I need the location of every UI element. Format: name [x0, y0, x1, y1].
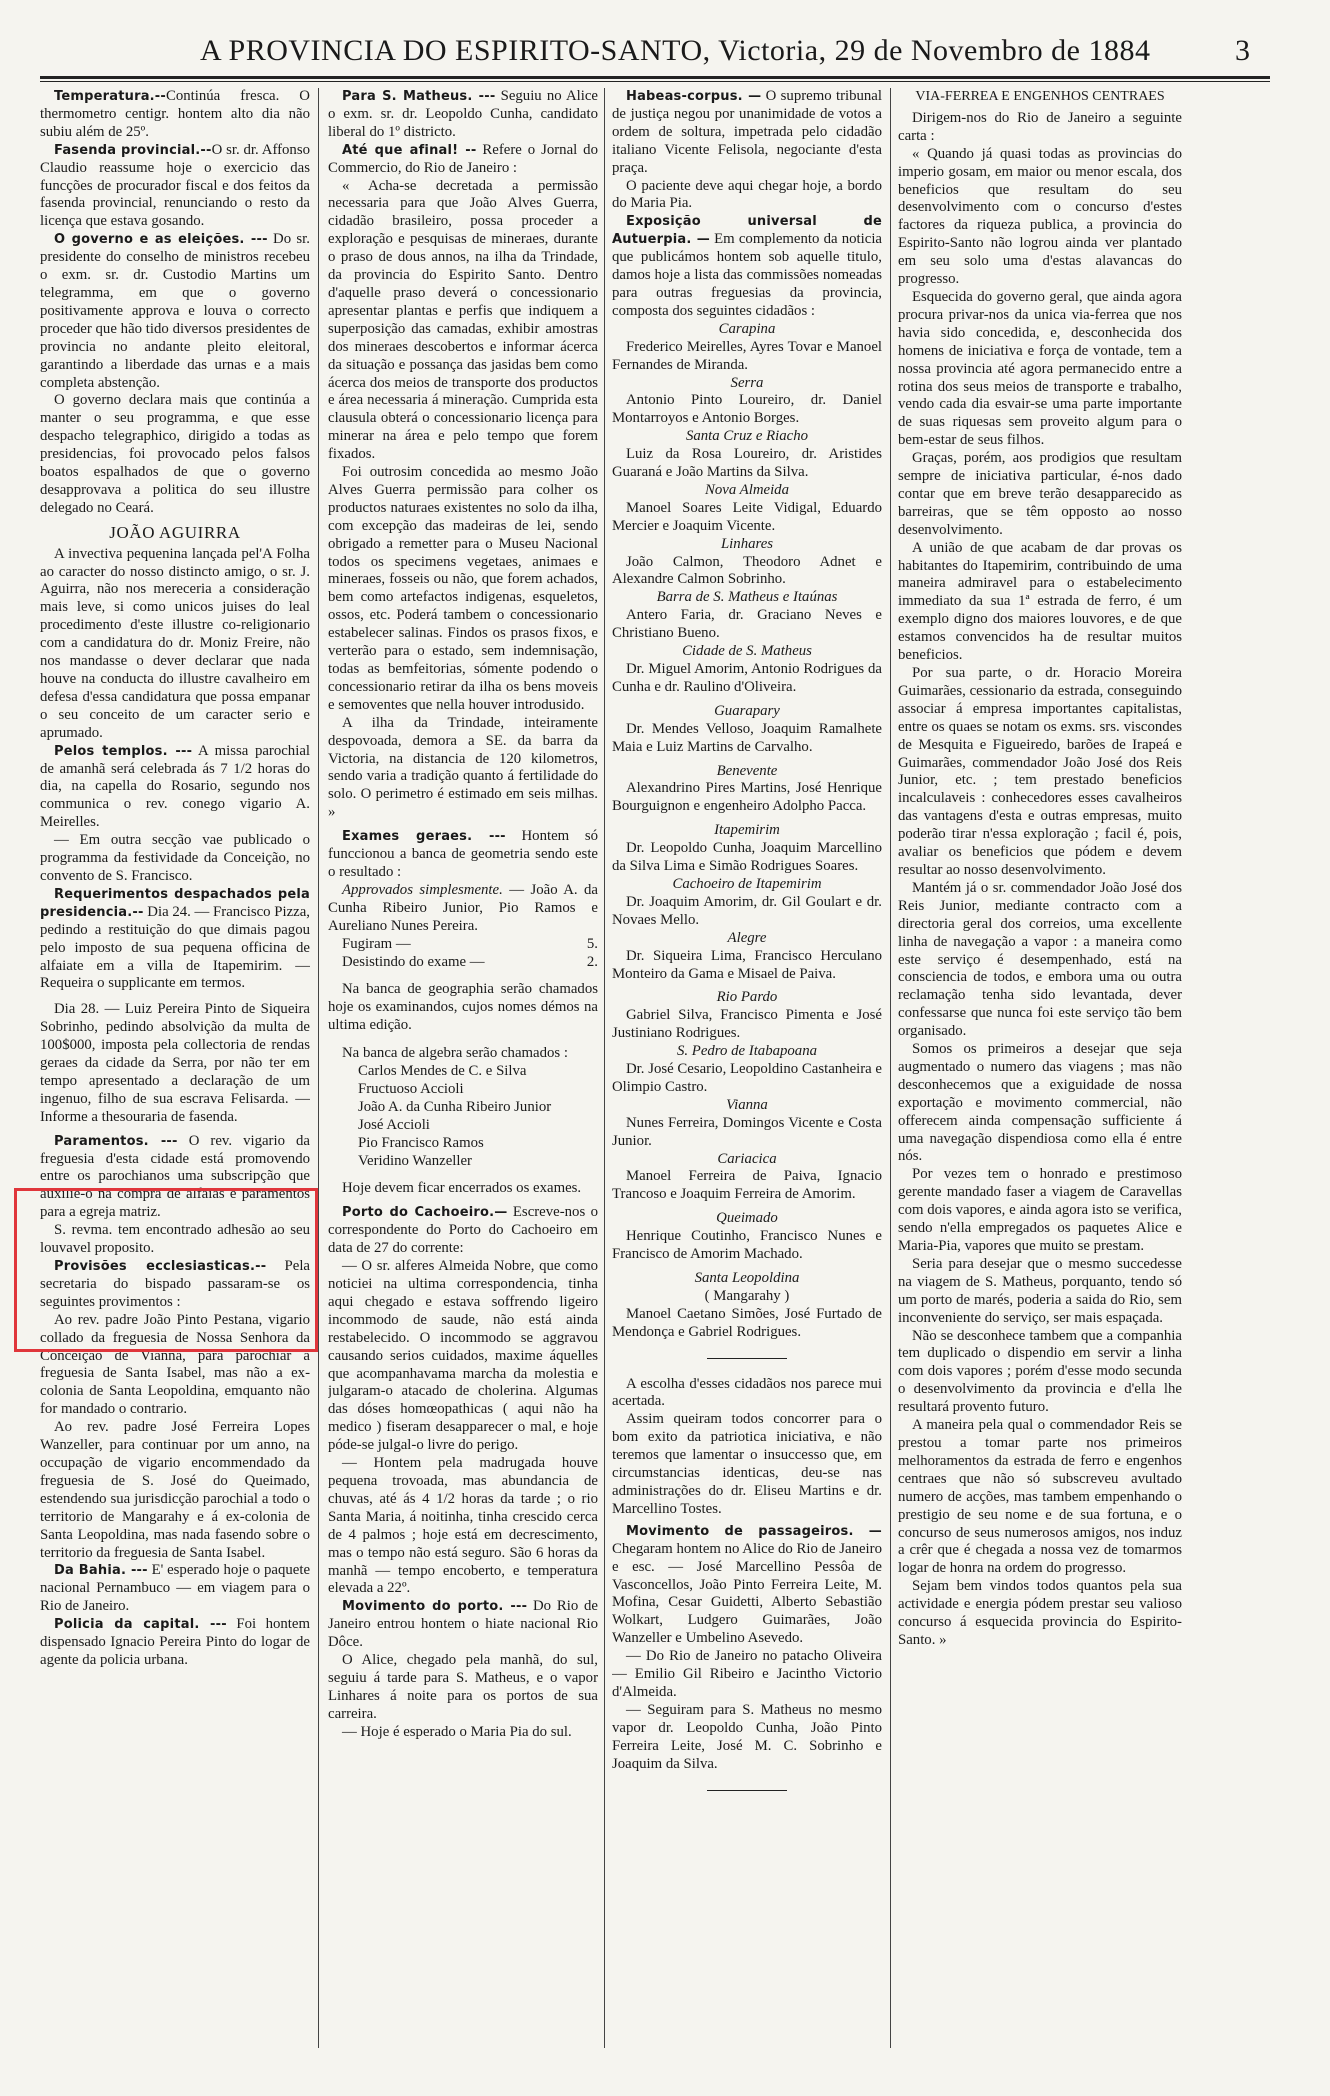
article-heading: O governo e as eleições. ---: [54, 232, 268, 248]
article-text: A invectiva pequenina lançada pel'A Folha ao caracter do nosso distincto amigo, o sr. J. Aguirra, não nos mereceria a consideração mais leve, si como unicos juises do leal procedimento d'este illustre co-religionario com a candidatura do dr. Moniz Freire, não nos mandasse o dever declarar que nada houve na conducta do illustre cavalheiro em defesa d'essa candidatura que possa empanar o seu conceito de um caracter serio e aprumado.: [40, 545, 310, 741]
article-text: — Hoje é esperado o Maria Pia do sul.: [342, 1723, 572, 1740]
place-name: Benevente: [716, 762, 778, 779]
section-divider: [612, 1350, 882, 1368]
article-text: Na banca de geographia serão chamados hoje os examinandos, cujos nomes démos na ultima edição.: [328, 981, 598, 1034]
desistindo-row: [328, 954, 598, 972]
article-governo: [40, 231, 310, 392]
article-text: — Em outra secção vae publicado o programma da festividade da Conceição, no convento de S. Francisco.: [40, 832, 310, 884]
column-4: [898, 88, 1182, 2048]
place-name: Carapina: [718, 320, 776, 337]
commission-names: Dr. José Cesario, Leopoldino Castanheira e Olimpio Castro.: [612, 1061, 882, 1095]
article-text: Esquecida do governo geral, que ainda agora procura privar-nos da unica via-ferrea que nos havia sido concedida, e, desconhecida dos homens de iniciativa e força de vontade, tem a nossa provincia até agora permanecido entre a rotina dos seus meios de transporte e trabalho, vendo cada dia esvair-se uma parte importante de suas riquesas sem proveito algum para o bem-estar de seus filhos.: [898, 288, 1182, 449]
article-title: VIA-FERREA E ENGENHOS CENTRAES: [915, 89, 1165, 104]
place-name: Vianna: [726, 1096, 768, 1113]
commission-names: Dr. Siqueira Lima, Francisco Herculano Monteiro da Gama e Misael de Paiva.: [612, 947, 882, 982]
commission-names: Alexandrino Pires Martins, José Henrique Bourguignon e engenheiro Adolpho Pacca.: [612, 780, 882, 815]
place-name: Linhares: [720, 535, 774, 552]
article-text: Do sr. presidente do conselho de ministros recebeu o exm. sr. dr. Custodio Martins um telegramma, em que o governo positivamente approva e louva o correcto proceder que hão tido diversos presidentes de provincia no andante pleito eleitoral, garantindo a liberdade das urnas e a mais completa abstenção.: [40, 231, 310, 391]
name-item: José Accioli: [358, 1116, 430, 1133]
commission-names: Dr. Leopoldo Cunha, Joaquim Marcellino da Silva Lima e Simão Rodrigues Soares.: [612, 840, 882, 875]
article-heading: Habeas-corpus. —: [626, 89, 762, 104]
article-text: Na banca de algebra serão chamados :: [342, 1045, 568, 1062]
article-text: Sejam bem vindos todos quantos pela sua actividade e energia pódem prestar seu valioso concurso á esquecida provincia do Espirito-Santo. »: [898, 1578, 1182, 1648]
article-policia: [40, 1616, 310, 1670]
approved-names: — João A. da Cunha Ribeiro Junior, Pio Ramos e Aureliano Nunes Pereira.: [328, 881, 598, 934]
desistindo-value: 2.: [586, 953, 598, 970]
article-text: Foi hontem dispensado Ignacio Pereira Pinto do logar de agente da policia urbana.: [40, 1616, 310, 1668]
article-heading: Exames geraes. ---: [342, 829, 506, 845]
commission-names: Henrique Coutinho, Francisco Nunes e Francisco de Amorim Machado.: [612, 1228, 882, 1263]
masthead-title: A PROVINCIA DO ESPIRITO-SANTO, Victoria, 29 de Novembro de 1884: [200, 34, 1151, 67]
column-2: [328, 88, 598, 2048]
article-text: Hontem só funccionou a banca de geometria sendo este o resultado :: [328, 828, 598, 880]
commission-names: Dr. Mendes Velloso, Joaquim Ramalhete Maia e Luiz Martins de Carvalho.: [612, 720, 882, 755]
approved-label: Approvados simplesmente.: [342, 881, 503, 898]
article-heading: Temperatura.--: [54, 89, 166, 104]
place-name: Nova Almeida: [705, 481, 789, 498]
article-passageiros: [612, 1523, 882, 1648]
article-text: Refere o Jornal do Commercio, do Rio de Janeiro :: [328, 141, 598, 176]
place-subtitle: ( Mangarahy ): [704, 1287, 790, 1304]
article-heading: Porto do Cachoeiro.—: [342, 1205, 508, 1221]
article-text: « Acha-se decretada a permissão necessaria para que João Alves Guerra, cidadão brasileiro, possa proceder a exploração e pesquisas de mineraes, durante o praso de dous annos, na ilha da Trindade, da provincia do Espirito Santo. Dentro d'aquelle praso deverá o concessionario apresentar plantas e perfis que indiquem a superposição das camadas, exhibir amostras dos mineraes descobertos e informar ácerca da situação e possança das jasidas bem como ácerca dos meios de transporte dos productos e área necessaria á mineração. Cumprida esta clausula obterá o concessionario licença para minerar na área e pelo tempo que forem fixados.: [328, 177, 598, 463]
article-text: — Do Rio de Janeiro no patacho Oliveira — Emilio Gil Ribeiro e Jacintho Victorio d'Almeida.: [612, 1648, 882, 1700]
commission-names: Antero Faria, dr. Graciano Neves e Christiano Bueno.: [612, 607, 882, 642]
algebra-names: [328, 1063, 598, 1170]
fugiram-value: 5.: [586, 935, 598, 952]
commission-names: Frederico Meirelles, Ayres Tovar e Manoel Fernandes de Miranda.: [612, 338, 882, 373]
article-text: Foi outrosim concedida ao mesmo João Alves Guerra permissão para colher os productos naturaes existentes no solo da ilha, com excepção das madeiras de lei, sendo obrigado a remetter para o Museu Nacional todos os specimens vegetaes, animaes e mineraes, fosseis ou não, que forem achados, bem como artefactos indigenas, esqueletos, ossos, etc. Poderá tambem o concessionario estabelecer salinas. Findos os prasos fixos, e verterão para o estado, sem indemnisação, todas as bemfeitorias, sómente podendo o concessionario retirar da ilha os bens moveis e semoventes que nella houver introdusido.: [328, 464, 598, 713]
article-text: Seria para desejar que o mesmo succedesse na viagem de S. Matheus, porquanto, tendo só um porto de marés, poderia a saida do Rio, sem inconveniente do serviço, ser mais espaçada.: [898, 1255, 1182, 1326]
place-name: S. Pedro de Itabapoana: [677, 1043, 817, 1060]
article-text: « Quando já quasi todas as provincias do imperio gosam, em maior ou menor escala, dos beneficios que resultam do seu desenvolvimento com o concurso d'estes factores da riqueza publica, a provincia do Espirito-Santo não logrou ainda ver plantado em seu solo uma d'estas alavancas do progresso.: [898, 145, 1182, 288]
name-item: Fructuoso Accioli: [358, 1080, 464, 1097]
article-text: O governo declara mais que continúa a manter o seu programma, e que esse despacho telegraphico, dirigido a todas as presidencias, foi provocado pelos falsos boatos espalhados de que o governo desapprovava a politica do seu illustre delegado no Ceará.: [40, 392, 310, 516]
article-text: O sr. dr. Affonso Claudio reassume hoje o exercicio das funcções de procurador fiscal e dos feitos da fasenda provincial, renunciando o resto da licença que estava gosando.: [40, 141, 310, 230]
place-name: Queimado: [716, 1210, 778, 1227]
article-heading: Movimento do porto. ---: [342, 1599, 528, 1615]
article-text: Ao rev. padre José Ferreira Lopes Wanzeller, para continuar por um anno, na occupação de vigario encommendado da freguesia de S. José do Queimado, estendendo sua jurisdicção parochial a todo o territorio de Mangarahy e á ex-colonia de Santa Leopoldina, mas nada fasendo sobre o territorio da freguesia de Santa Isabel.: [40, 1419, 310, 1561]
article-text: Assim queiram todos concorrer para o bom exito da patriotica iniciativa, e não teremos que lamentar o insuccesso que, em circumstancias identicas, deu-se nas administrações do dr. Eliseu Martins e dr. Marcellino Tostes.: [612, 1411, 882, 1517]
article-text: O paciente deve aqui chegar hoje, a bordo do Maria Pia.: [612, 177, 882, 212]
commission-names: Nunes Ferreira, Domingos Vicente e Costa Junior.: [612, 1114, 882, 1149]
article-text: Por sua parte, o dr. Horacio Moreira Guimarães, cessionario da estrada, conseguindo associar á empresa importantes capitalistas, entre os quaes se notam os exms. srs. viscondes de Mesquita e Figueiredo, barões de Irapeá e Guimarães, commendador João José dos Reis Junior, etc. ; tem prestado beneficios incalculaveis : conhecedores esses cavalheiros das vantagens d'esta e outras empresas, muito poderão tirar n'essa exploração ; facil é, pois, avaliar os beneficios que pódem e devem resultar ao nosso desenvolvimento.: [898, 665, 1182, 878]
fugiram-row: [328, 936, 598, 954]
place-name: Serra: [730, 374, 764, 391]
article-heading: Policia da capital. ---: [54, 1617, 227, 1633]
article-heading: Da Bahia. ---: [54, 1563, 148, 1579]
article-text: — O sr. alferes Almeida Nobre, que como noticiei na ultima correspondencia, tinha aqui chegado e estava soffrendo ligeiro incommodo de saude, não está ainda restabelecido. O incommodo se aggravou causando serios cuidados, maxime áquelles que acompanhavama marcha da molestia e julgaram-o atacado de cholerina. Algumas das dóses homœopathicas ( aqui não ha medico ) fiseram desapparecer o mal, e hoje póde-se julgal-o livre do perigo.: [328, 1258, 598, 1454]
commission-names: Manoel Soares Leite Vidigal, Eduardo Mercier e Joaquim Vicente.: [612, 499, 882, 534]
article-text: A maneira pela qual o commendador Reis se prestou a tomar parte nos primeiros melhoramentos da estrada de ferro e engenhos centraes que não só subscreveu avultado numero de acções, mas tambem empenhando o prestigio de seu nome e de sua fortuna, e o concurso de seus numerosos amigos, nos induz a crêr que é chegada a nossa vez de tomarmos logar de honra na ordem do progresso.: [898, 1417, 1182, 1577]
place-name: Alegre: [727, 929, 767, 946]
highlighted-text: Dia 28. — Luiz Pereira Pinto de Siqueira Sobrinho, pedindo absolvição da multa de 100$000, imposta pela collectoria de rendas geraes da cidade da Serra, por não ter em tempo apresentado a declaração de um ingenuo, filho de sua escrava Felisarda. — Informe a thesouraria de fasenda.: [40, 1001, 310, 1125]
article-provisoes: [40, 1258, 310, 1312]
article-text: Não se desconhece tambem que a companhia tem duplicado o dispendio em servir a linha com dois vapores ; porém d'esse modo secunda o desenvolvimento da provincia e d'ella lhe resultará provento futuro.: [898, 1327, 1182, 1416]
commission-names: Luiz da Rosa Loureiro, dr. Aristides Guaraná e João Martins da Silva.: [612, 446, 882, 481]
article-text: S. revma. tem encontrado adhesão ao seu louvavel proposito.: [40, 1222, 310, 1257]
article-heading: Requerimentos despachados pela presidencia.--: [40, 886, 310, 920]
column-3: [612, 88, 882, 2048]
commission-names: Manoel Ferreira de Paiva, Ignacio Trancoso e Joaquim Ferreira de Amorim.: [612, 1168, 882, 1203]
page-number: 3: [1235, 34, 1250, 67]
article-text: O supremo tribunal de justiça negou por unanimidade de votos a ordem de soltura, impetrada pelo cidadão italiano Vicente Felisola, negociante d'esta praça.: [612, 88, 882, 176]
article-text: Dia 24. — Francisco Pizza, pedindo a restituição do que dimais pagou pelo imposto de sua pequena officina de alfaiate em a villa de Itapemirim. — Requeira o supplicante em termos.: [40, 903, 310, 992]
place-name: Cachoeiro de Itapemirim: [672, 875, 822, 892]
column-rule: [318, 88, 319, 2048]
article-text: Somos os primeiros a desejar que seja augmentado o numero das viagens ; mas não desconhecemos que a exiguidade de nossa exportação e movimento commercial, não offerecem ainda compensação sufficiente á uma navegação dispendiosa como ella é entre nós.: [898, 1041, 1182, 1165]
place-name: Cidade de S. Matheus: [682, 643, 812, 660]
article-text: A união de que acabam de dar provas os habitantes do Itapemirim, contribuindo de uma maneira admiravel para o estabelecimento immediato da sua 1ª estrada de ferro, é um exemplo digno dos maiores louvores, e de que estamos convencidos ha de resultar muitos beneficios.: [898, 539, 1182, 664]
article-text: Pela secretaria do bispado passaram-se os seguintes provimentos :: [40, 1258, 310, 1310]
article-text: Por vezes tem o honrado e prestimoso gerente mandado faser a viagem de Caravellas com dois vapores, e ainda agora isto se verifica, sendo n'ella empregados os paquetes Alice e Maria-Pia, vapores que muito se prestam.: [898, 1166, 1182, 1254]
article-heading: Para S. Matheus. ---: [342, 89, 496, 104]
article-heading: Provisões ecclesiasticas.--: [54, 1259, 267, 1274]
article-bahia: [40, 1562, 310, 1616]
article-text: Seguiu no Alice o exm. sr. dr. Leopoldo Cunha, candidato liberal do 1º districto.: [328, 88, 598, 140]
article-matheus: [328, 88, 598, 142]
commission-names: Manoel Caetano Simões, José Furtado de Mendonça e Gabriel Rodrigues.: [612, 1305, 882, 1340]
article-exames: [328, 828, 598, 882]
article-heading: Movimento de passageiros. —: [626, 1523, 882, 1539]
article-text: Escreve-nos o correspondente do Porto do Cachoeiro em data de 27 do corrente:: [328, 1204, 598, 1257]
commission-names: João Calmon, Theodoro Adnet e Alexandre Calmon Sobrinho.: [612, 553, 882, 588]
article-text: Dirigem-nos do Rio de Janeiro a seguinte carta :: [898, 109, 1182, 144]
article-heading: Até que afinal! --: [342, 142, 477, 158]
article-exposicao: [612, 213, 882, 320]
article-text: A missa parochial de amanhã será celebrada ás 7 1/2 horas do dia, na capella do Rosario, segundo nos communica o rev. conego vigario A. Meirelles.: [40, 742, 310, 831]
article-heading: Paramentos. ---: [54, 1133, 178, 1149]
article-temperatura: [40, 88, 310, 142]
article-text: Ao rev. padre João Pinto Pestana, vigario collado da freguesia de Nossa Senhora da Conceição de Vianna, para parochiar a freguesia de Santa Isabel, mas não a ex-colonia de Santa Leopoldina, emquanto não for mandado o contrario.: [40, 1311, 310, 1418]
column-rule: [890, 88, 891, 2048]
end-divider: [612, 1781, 882, 1799]
article-heading: Fasenda provincial.--: [54, 142, 212, 158]
commission-names: Dr. Miguel Amorim, Antonio Rodrigues da Cunha e dr. Raulino d'Oliveira.: [612, 661, 882, 695]
article-habeas: [612, 88, 882, 178]
place-name: Santa Cruz e Riacho: [685, 428, 809, 445]
article-text: Continúa fresca. O thermometro centigr. hontem alto dia não subiu além de 25º.: [40, 88, 310, 140]
article-templos: [40, 743, 310, 833]
article-text: — Hontem pela madrugada houve pequena trovoada, mas abundancia de chuvas, até ás 4 1/2 horas da tarde ; o rio Santa Maria, á noitinha, tinha crescido cerca de 4 palmos ; hoje está em decrescimento, mas o tempo não está seguro. São 6 horas da manhã — tempo encoberto, e temperatura elevada a 22º.: [328, 1455, 598, 1597]
article-text: Do Rio de Janeiro entrou hontem o hiate nacional Rio Dôce.: [328, 1598, 598, 1651]
place-name: Guaraparу: [714, 702, 780, 719]
name-item: João A. da Cunha Ribeiro Junior: [358, 1098, 552, 1115]
article-text: E' esperado hoje o paquete nacional Pernambuco — em viagem para o Rio de Janeiro.: [40, 1562, 310, 1615]
article-heading: Exposição universal de Autuerpia. —: [612, 214, 882, 248]
article-text: A ilha da Trindade, inteiramente despovoada, demora a SE. da barra da Victoria, na distancia de 120 kilometros, sendo varia a tradição quanto á fertilidade do solo. O perimetro é estimado em seis milhas. »: [328, 714, 598, 821]
article-text: A escolha d'esses cidadãos nos parece mui acertada.: [612, 1375, 882, 1410]
article-heading: Pelos templos. ---: [54, 743, 193, 759]
column-1: [40, 88, 310, 2048]
article-fasenda: [40, 142, 310, 232]
commission-names: Dr. Joaquim Amorim, dr. Gil Goulart e dr. Novaes Mello.: [612, 893, 882, 928]
name-item: Carlos Mendes de C. e Silva: [358, 1063, 527, 1080]
column-rule: [604, 88, 605, 2048]
name-item: Veridino Wanzeller: [358, 1152, 472, 1169]
place-name: Barra de S. Matheus e Itaúnas: [656, 589, 838, 606]
article-afinal: [328, 142, 598, 178]
masthead-rule: [40, 76, 1270, 82]
article-text: Chegaram hontem no Alice do Rio de Janeiro e esc. — José Marcellino Pessôa de Vasconcellos, João Pinto Ferreira Leite, M. Mofina, Cesar Guidetti, Alberto Sebastião Wolkart, Ludgero Guimarães, João Wanzeller e Umbelino Asevedo.: [612, 1540, 882, 1647]
desistindo-label: Desistindo do exame —: [342, 953, 485, 970]
name-item: Pio Francisco Ramos: [358, 1134, 484, 1151]
masthead: [40, 30, 1270, 74]
article-text: Em complemento da noticia que publicámos hontem sob aquelle titulo, damos hoje a lista das commissões nomeadas para outras freguesias da provincia, composta dos seguintes cidadãos :: [612, 231, 882, 319]
article-text: Mantém já o sr. commendador João José dos Reis Junior, mediante contracto com a directoria geral dos correios, uma excellente linha de navegação a vapor : a maneira como este serviço é desempenhado, está na consciencia de todos, e embora uma ou outra reclamação tenha sido levantada, dever confessarse que nunca foi este serviço tão bem organisado.: [898, 879, 1182, 1040]
section-title: JOÃO AGUIRRA: [109, 522, 241, 542]
article-paramentos: [40, 1133, 310, 1223]
place-name: Rio Pardo: [716, 989, 778, 1006]
article-requerimentos: [40, 886, 310, 993]
place-name: Santa Leopoldina: [694, 1270, 800, 1286]
place-name: Cariacica: [717, 1150, 777, 1167]
commission-names: Gabriel Silva, Francisco Pimenta e José Justiniano Rodrigues.: [612, 1007, 882, 1042]
article-text: Hoje devem ficar encerrados os exames.: [342, 1180, 582, 1197]
place-name: Itapemirim: [714, 822, 780, 839]
article-movimento: [328, 1598, 598, 1652]
article-text: Graças, porém, aos prodigios que resultam sempre de iniciativa particular, é-nos dado contar que em breve terão desapparecido as barreiras, que se têm opposto ao nosso desenvolvimento.: [898, 450, 1182, 538]
fugiram-label: Fugiram —: [342, 935, 411, 952]
article-text: O Alice, chegado pela manhã, do sul, seguiu á tarde para S. Matheus, e o vapor Linhares á noite para os portos de sua carreira.: [328, 1652, 598, 1722]
commission-names: Antonio Pinto Loureiro, dr. Daniel Montarroyos e Antonio Borges.: [612, 392, 882, 427]
article-text: O rev. vigario da freguesia d'esta cidade está promovendo entre os parochianos uma subscripção que auxilie-o na compra de alfaias e paramentos para a egreja matriz.: [40, 1132, 310, 1221]
article-porto: [328, 1204, 598, 1258]
article-text: — Seguiram para S. Matheus no mesmo vapor dr. Leopoldo Cunha, João Pinto Ferreira Leite, José M. C. Sobrinho e Joaquim da Silva.: [612, 1701, 882, 1772]
approved-line: [328, 882, 598, 936]
